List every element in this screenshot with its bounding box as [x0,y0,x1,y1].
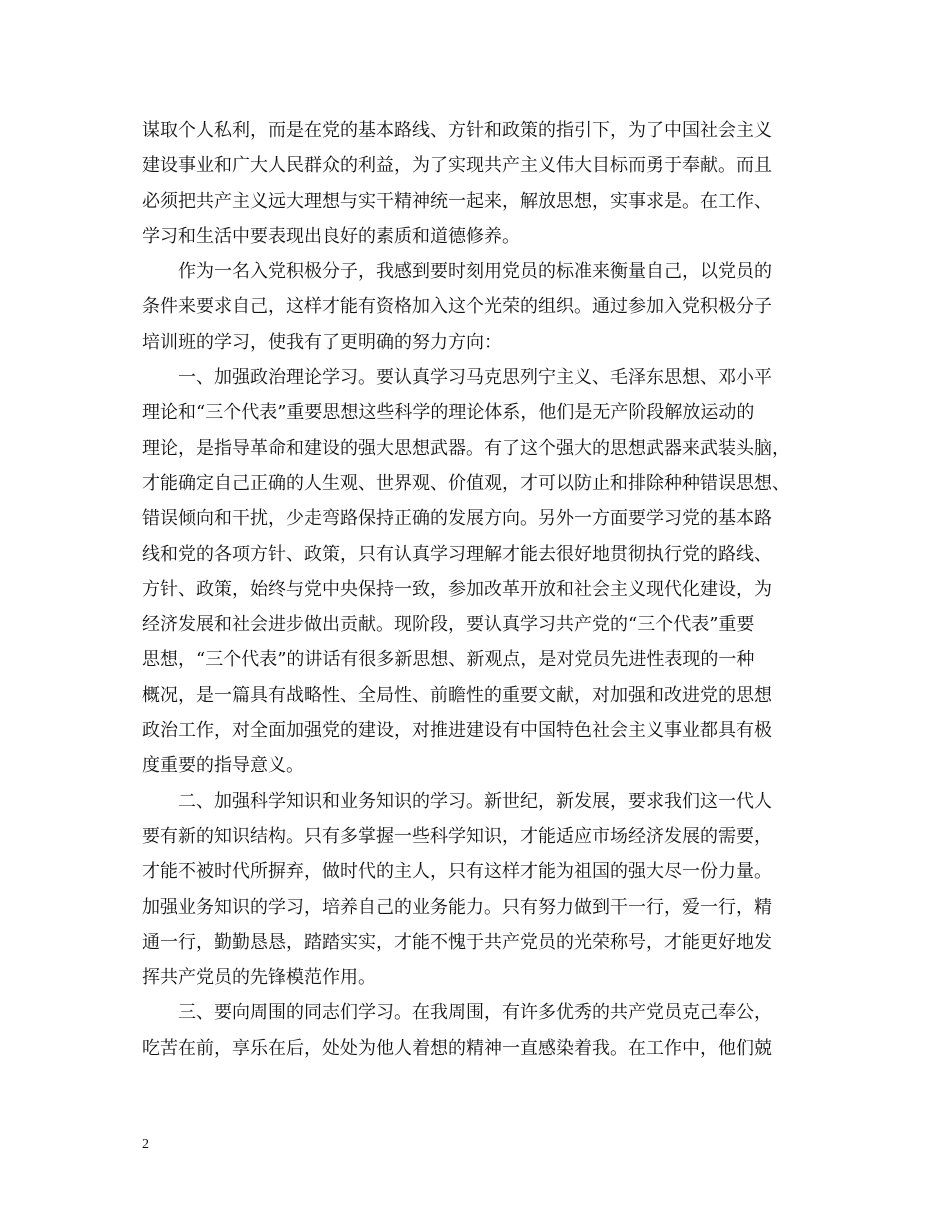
text-line: 培训班的学习，使我有了更明确的努力方向： [142,331,502,353]
text-line: 挥共产党员的先锋模范作用。 [142,967,376,989]
text-line: 线和党的各项方针、政策，只有认真学习理解才能去很好地贯彻执行党的路线、 [142,543,772,565]
text-line: 二、加强科学知识和业务知识的学习。新世纪，新发展，要求我们这一代人 [178,790,772,812]
text-line: 要有新的知识结构。只有多掌握一些科学知识，才能适应市场经济发展的需要， [142,825,772,847]
text-line: 一、加强政治理论学习。要认真学习马克思列宁主义、毛泽东思想、邓小平 [178,367,772,389]
text-line: 概况，是一篇具有战略性、全局性、前瞻性的重要文献，对加强和改进党的思想 [142,684,772,706]
text-line: 学习和生活中要表现出良好的素质和道德修养。 [142,225,520,247]
text-line: 作为一名入党积极分子，我感到要时刻用党员的标准来衡量自己，以党员的 [178,261,772,283]
document-body [142,113,822,1066]
text-line: 才能确定自己正确的人生观、世界观、价值观，才可以防止和排除种种错误思想、 [142,472,790,494]
text-line: 吃苦在前，享乐在后，处处为他人着想的精神一直感染着我。在工作中，他们兢 [142,1037,772,1059]
text-line: 错误倾向和干扰，少走弯路保持正确的发展方向。另外一方面要学习党的基本路 [142,508,772,530]
text-line: 思想，“三个代表”的讲话有很多新思想、新观点，是对党员先进性表现的一种 [142,649,755,671]
text-line: 必须把共产主义远大理想与实干精神统一起来，解放思想，实事求是。在工作、 [142,190,772,212]
text-line: 建设事业和广大人民群众的利益，为了实现共产主义伟大目标而勇于奉献。而且 [142,155,772,177]
text-line: 才能不被时代所摒弃，做时代的主人，只有这样才能为祖国的强大尽一份力量。 [142,861,772,883]
text-line: 政治工作，对全面加强党的建设，对推进建设有中国特色社会主义事业都具有极 [142,720,772,742]
text-line: 加强业务知识的学习，培养自己的业务能力。只有努力做到干一行，爱一行，精 [142,896,772,918]
text-line: 理论和“三个代表”重要思想这些科学的理论体系，他们是无产阶段解放运动的 [142,402,755,424]
page-number: 2 [142,1137,149,1152]
text-line: 通一行，勤勤恳恳，踏踏实实，才能不愧于共产党员的光荣称号，才能更好地发 [142,931,772,953]
text-line: 理论，是指导革命和建设的强大思想武器。有了这个强大的思想武器来武装头脑， [142,437,790,459]
text-line: 条件来要求自己，这样才能有资格加入这个光荣的组织。通过参加入党积极分子 [142,296,772,318]
text-line: 经济发展和社会进步做出贡献。现阶段，要认真学习共产党的“三个代表”重要 [142,614,755,636]
text-line: 谋取个人私利，而是在党的基本路线、方针和政策的指引下，为了中国社会主义 [142,120,772,141]
text-line: 度重要的指导意义。 [142,755,304,777]
text-line: 方针、政策，始终与党中央保持一致，参加改革开放和社会主义现代化建设，为 [142,578,772,600]
text-line: 三、要向周围的同志们学习。在我周围，有许多优秀的共产党员克己奉公， [178,1002,772,1024]
